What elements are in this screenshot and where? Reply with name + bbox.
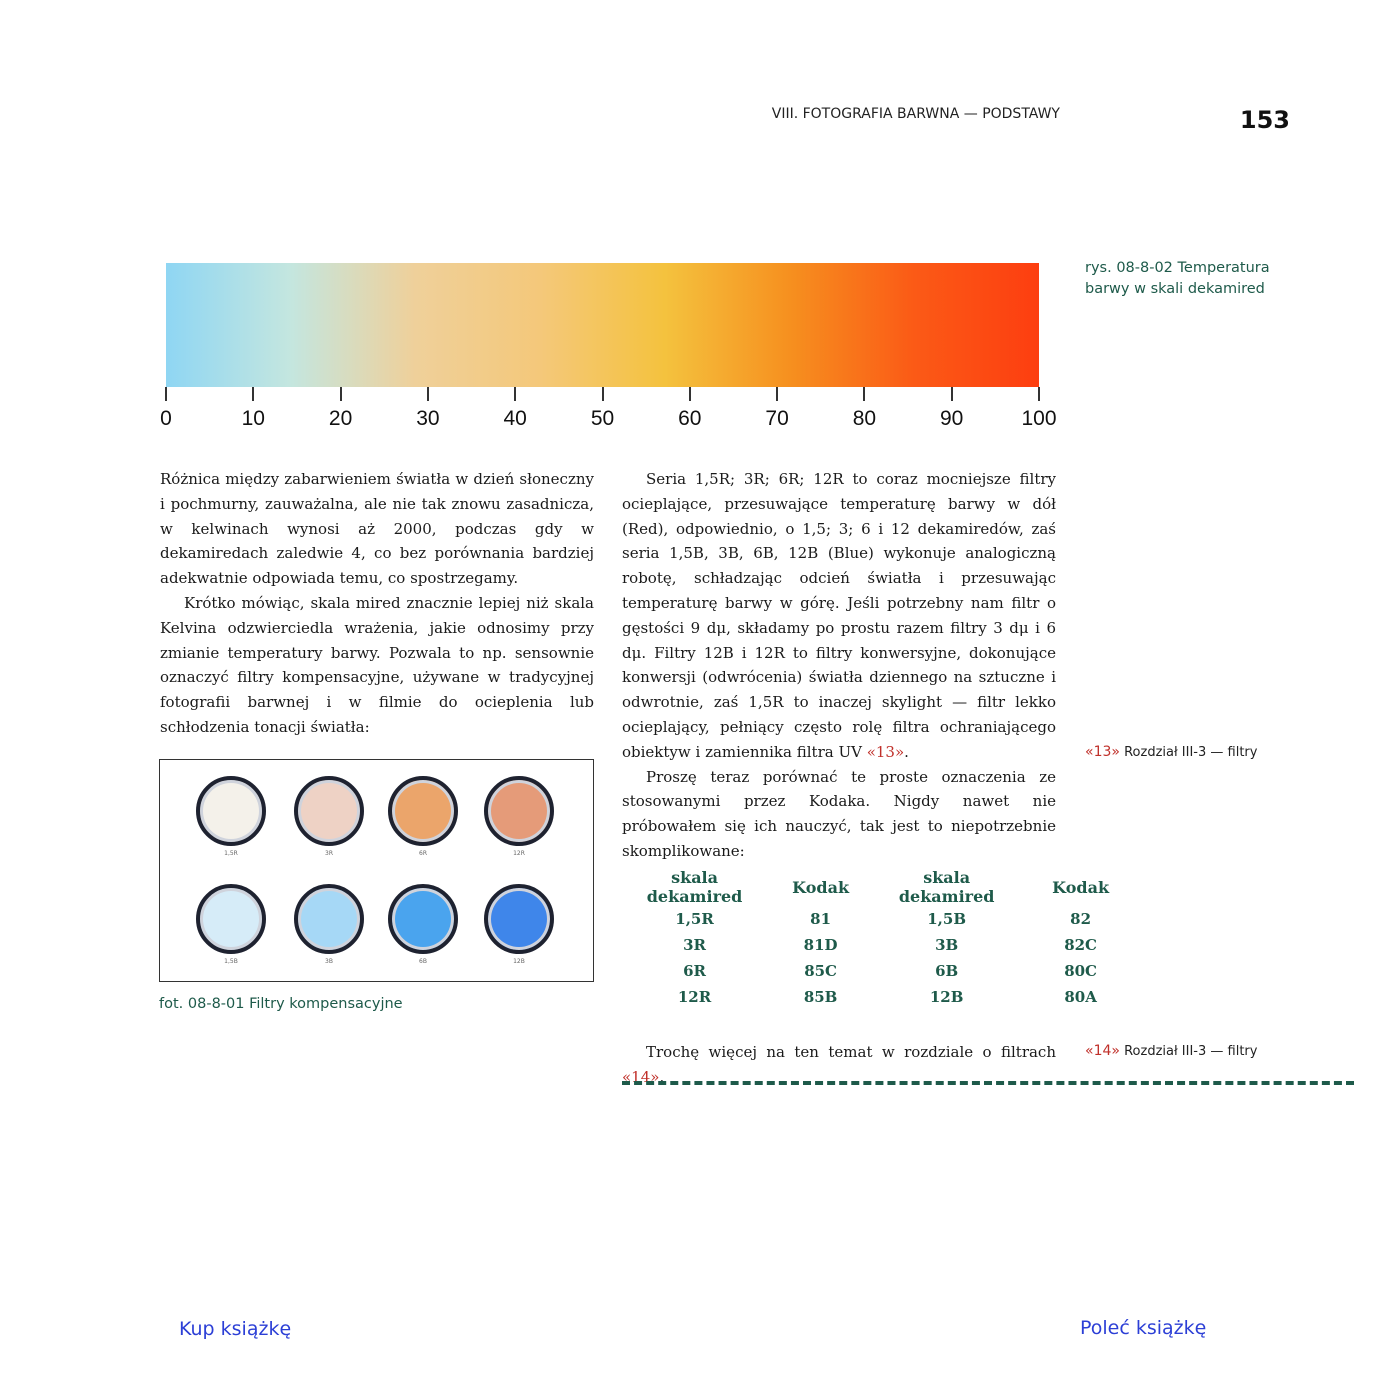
column-header: skala dekamired [898, 868, 995, 906]
filter-label: 3B [325, 958, 333, 965]
table-cell: 82C [1064, 936, 1097, 954]
kodak-comparison-table [622, 868, 1142, 1010]
scale-tick-label: 50 [590, 407, 615, 430]
scale-tick [165, 387, 167, 401]
filter-lens [388, 776, 458, 846]
column-header: Kodak [1052, 877, 1110, 897]
filter-lens [196, 776, 266, 846]
filter-label: 3R [325, 850, 333, 857]
section-divider [622, 1081, 1354, 1085]
reference-link[interactable]: «14» [1085, 1043, 1120, 1059]
scale-tick-label: 0 [160, 407, 172, 430]
paragraph: Proszę teraz porównać te proste oznaczenia ze stosowanymi przez Kodaka. Nigdy nawet nie próbowałem się ich nauczyć, tak jest to niepotrzebnie skomplikowane: [622, 767, 1056, 860]
scale-tick [1038, 387, 1040, 401]
filter-label: 1,5R [224, 850, 238, 857]
punctuation: . [904, 742, 909, 761]
right-column [622, 467, 1056, 864]
table-cell: 12B [929, 988, 964, 1006]
table-cell: 6B [935, 962, 959, 980]
column-header: skala dekamired [646, 868, 743, 906]
reference-link[interactable]: «14» [622, 1067, 660, 1086]
scale-tick-label: 40 [503, 407, 527, 430]
punctuation: . [659, 1067, 665, 1086]
table-cell: 3R [683, 936, 706, 954]
table-cell: 12R [677, 988, 712, 1006]
side-note-13 [1085, 744, 1257, 760]
table-cell: 82 [1070, 910, 1092, 928]
table-cell: 80C [1064, 962, 1097, 980]
scale-tick [602, 387, 604, 401]
scale-tick-label: 70 [765, 407, 789, 430]
filter-label: 6R [419, 850, 427, 857]
filter-lens [196, 884, 266, 954]
scale-tick-label: 80 [852, 407, 877, 430]
paragraph-text: Seria 1,5R; 3R; 6R; 12R to coraz mocniejsze filtry ocieplające, przesuwające temperaturę barwy w dół (Red), odpowiednio, o 1,5; 3; 6 i 12 dekamiredów, zaś seria 1,5B, 3B, 6B, 12B (Blue) wykonuje analogiczną robotę, schładzając odcień światła i przesuwając temperaturę barwy w górę. Jeśli potrzebny nam filtr o gęstości 9 dμ, składamy po prostu razem filtry 3 dμ i 6 dμ. Filtry 12B i 12R to filtry konwersyjne, dokonujące konwersji (odwrócenia) światła dziennego na sztuczne i odwrotnie, zaś 1,5R to inaczej skylight — filtr lekko ocieplający, pełniący często rolę filtra ochraniającego obiektyw i zamiennika filtra UV [622, 470, 1056, 761]
scale-tick-label: 60 [678, 407, 702, 430]
table-cell: 6R [683, 962, 706, 980]
page-number: 153 [1239, 106, 1290, 134]
filter-label: 1,5B [224, 958, 238, 965]
scale-tick-label: 90 [940, 407, 964, 430]
buy-book-link[interactable]: Kup książkę [179, 1318, 292, 1340]
table-cell: 1,5R [675, 910, 714, 928]
scale-tick [951, 387, 953, 401]
paragraph: Różnica między zabarwieniem światła w dzień słoneczny i pochmurny, zauważalna, ale nie tak znowu zasadnicza, w kelwinach wynosi aż 2000, podczas gdy w dekamiredach zaledwie 4, co bez porównania bardziej adekwatnie odpowiada temu, co spostrzegamy. [160, 470, 594, 588]
scale-tick [427, 387, 429, 401]
color-temperature-gradient [166, 263, 1039, 387]
table-cell: 81 [810, 910, 832, 928]
table-cell: 1,5B [927, 910, 967, 928]
filters-photo [159, 759, 594, 982]
paragraph [622, 467, 1056, 765]
scale-tick [252, 387, 254, 401]
filter-label: 12R [513, 850, 525, 857]
scale-tick [776, 387, 778, 401]
reference-link[interactable]: «13» [1085, 744, 1120, 760]
filter-lens [294, 884, 364, 954]
recommend-book-link[interactable]: Poleć książkę [1080, 1317, 1207, 1339]
table-row [622, 958, 1142, 984]
scale-tick [514, 387, 516, 401]
scale-tick-label: 30 [416, 407, 440, 430]
table-cell: 80A [1064, 988, 1097, 1006]
filter-label: 6B [419, 958, 427, 965]
side-note-14 [1085, 1043, 1257, 1059]
table-cell: 85B [803, 988, 838, 1006]
scale-tick-label: 10 [241, 407, 265, 430]
table-row [622, 906, 1142, 932]
side-note-text: Rozdział III-3 — filtry [1124, 745, 1258, 760]
figure-caption: rys. 08-8-02 Temperatura barwy w skali dekamired [1085, 260, 1270, 297]
table-header-row [622, 868, 1142, 906]
scale-axis [160, 387, 1057, 447]
filter-lens [484, 776, 554, 846]
table-cell: 81D [803, 936, 838, 954]
scale-tick [689, 387, 691, 401]
left-column [160, 467, 594, 740]
chapter-title: VIII. FOTOGRAFIA BARWNA — PODSTAWY [771, 106, 1060, 122]
table-cell: 85C [804, 962, 837, 980]
scale-tick-label: 20 [328, 407, 353, 430]
side-note-text: Rozdział III-3 — filtry [1124, 1044, 1258, 1059]
scale-tick-label: 100 [1021, 407, 1057, 430]
filter-lens [294, 776, 364, 846]
paragraph: Krótko mówiąc, skala mired znacznie lepiej niż skala Kelvina odzwierciedla wrażenia, jakie odnosimy przy zmianie temperatury barwy. Pozwala to np. sensownie oznaczyć filtry kompensacyjne, używane w tradycyjnej fotografii barwnej i w filmie do ocieplenia lub schłodzenia tonacji światła: [160, 593, 594, 736]
column-header: Kodak [792, 877, 850, 897]
table-cell: 3B [935, 936, 959, 954]
table-row [622, 932, 1142, 958]
paragraph-text: Trochę więcej na ten temat w rozdziale o filtrach [646, 1043, 1056, 1061]
scale-tick [863, 387, 865, 401]
table-row [622, 984, 1142, 1010]
photo-caption: fot. 08-8-01 Filtry kompensacyjne [159, 996, 403, 1012]
filter-lens [484, 884, 554, 954]
filter-label: 12B [513, 958, 525, 965]
scale-tick [340, 387, 342, 401]
filter-lens [388, 884, 458, 954]
reference-link[interactable]: «13» [866, 742, 905, 761]
